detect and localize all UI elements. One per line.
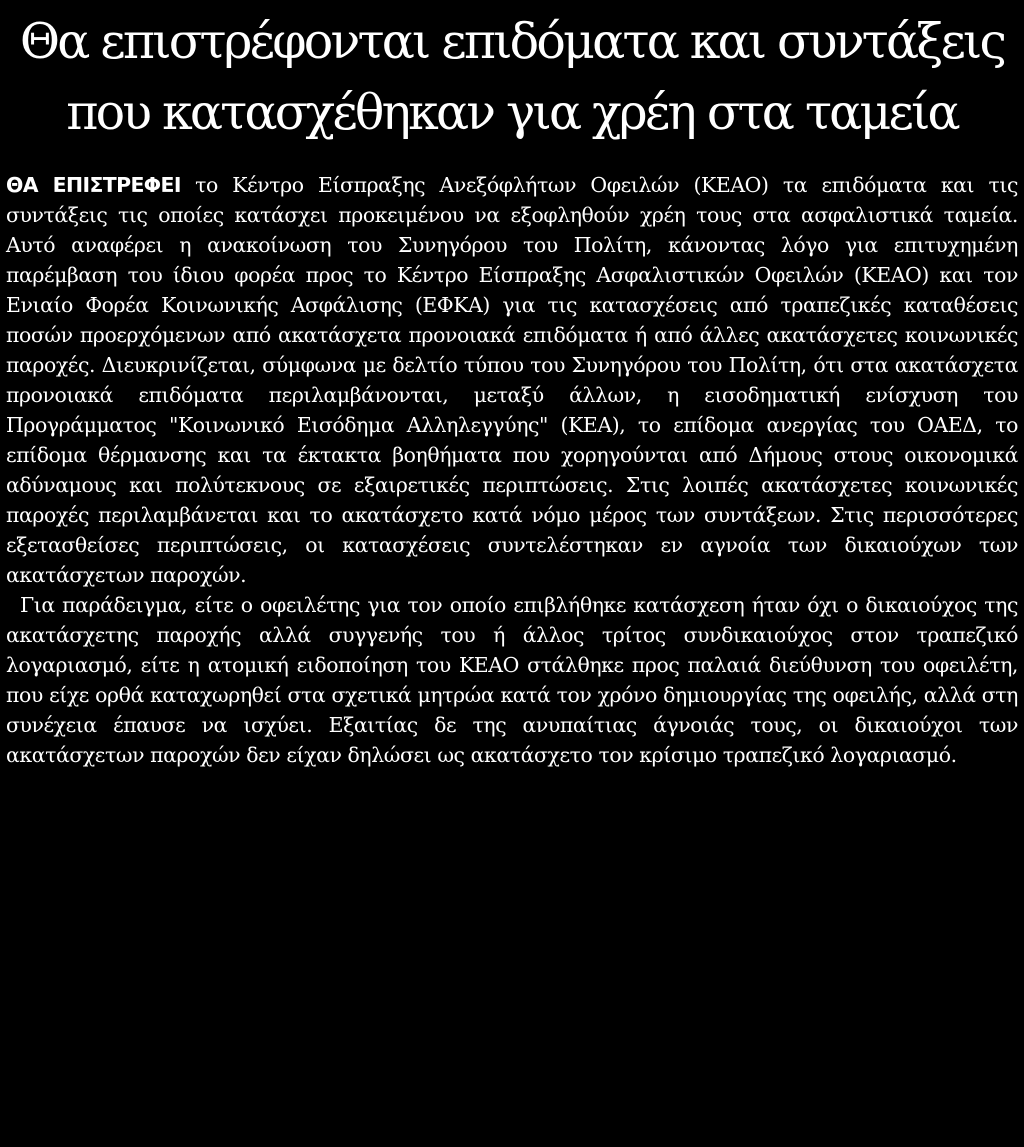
headline-line-2: που κατασχέθηκαν για χρέη στα ταμεία	[66, 84, 958, 141]
article-body	[6, 170, 1018, 770]
lead-in: ΘΑ ΕΠΙΣΤΡΕΦΕΙ	[6, 173, 181, 197]
article-headline	[6, 0, 1018, 148]
paragraph-1-text: το Κέντρο Είσπραξης Ανεξόφλήτων Οφειλών (ΚΕΑΟ) τα επιδόματα και τις συντάξεις τις οποίες κατάσχει προκειμένου να εξοφληθούν χρέη τους στα ασφαλιστικά ταμεία. Αυτό αναφέρει η ανακοίνωση του Συνηγόρου του Πολίτη, κάνοντας λόγο για επιτυχημένη παρέμβαση του ίδιου φορέα προς το Κέντρο Είσπραξης Ασφαλιστικών Οφειλών (ΚΕΑΟ) και τον Ενιαίο Φορέα Κοινωνικής Ασφάλισης (ΕΦΚΑ) για τις κατασχέσεις από τραπεζικές καταθέσεις ποσών προερχόμενων από ακατάσχετα προνοιακά επιδόματα ή από άλλες ακατάσχετες κοινωνικές παροχές. Διευκρινίζεται, σύμφωνα με δελτίο τύπου του Συνηγόρου του Πολίτη, ότι στα ακατάσχετα προνοιακά επιδόματα περιλαμβάνονται, μεταξύ άλλων, η εισοδηματική ενίσχυση του Προγράμματος "Κοινωνικό Εισόδημα Αλληλεγγύης" (ΚΕΑ), το επίδομα ανεργίας του ΟΑΕΔ, το επίδομα θέρμανσης και τα έκτακτα βοηθήματα που χορηγούνται από Δήμους στους οικονομικά αδύναμους και πολύτεκνους σε εξαιρετικές περιπτώσεις. Στις λοιπές ακατάσχετες κοινωνικές παροχές περιλαμβάνεται και το ακατάσχετο κατά νόμο μέρος των συντάξεων. Στις περισσότερες εξετασθείσες περιπτώσεις, οι κατασχέσεις συντελέστηκαν εν αγνοία των δικαιούχων των ακατάσχετων παροχών.	[6, 173, 1018, 587]
paragraph-2-text: Για παράδειγμα, είτε ο οφειλέτης για τον οποίο επιβλήθηκε κατάσχεση ήταν όχι ο δικαιούχος της ακατάσχετης παροχής αλλά συγγενής του ή άλλος τρίτος συνδικαιούχος στον τραπεζικό λογαριασμό, είτε η ατομική ειδοποίηση του ΚΕΑΟ στάλθηκε προς παλαιά διεύθυνση του οφειλέτη, που είχε ορθά καταχωρηθεί στα σχετικά μητρώα κατά τον χρόνο δημιουργίας της οφειλής, αλλά στη συνέχεια έπαυσε να ισχύει. Εξαιτίας δε της ανυπαίτιας άγνοιάς τους, οι δικαιούχοι των ακατάσχετων παροχών δεν είχαν δηλώσει ως ακατάσχετο τον κρίσιμο τραπεζικό λογαριασμό.	[6, 593, 1018, 767]
article-paragraph-1	[6, 170, 1018, 590]
article-paragraph-2	[6, 590, 1018, 770]
headline-line-1: Θα επιστρέφονται επιδόματα και συντάξεις	[19, 13, 1005, 70]
